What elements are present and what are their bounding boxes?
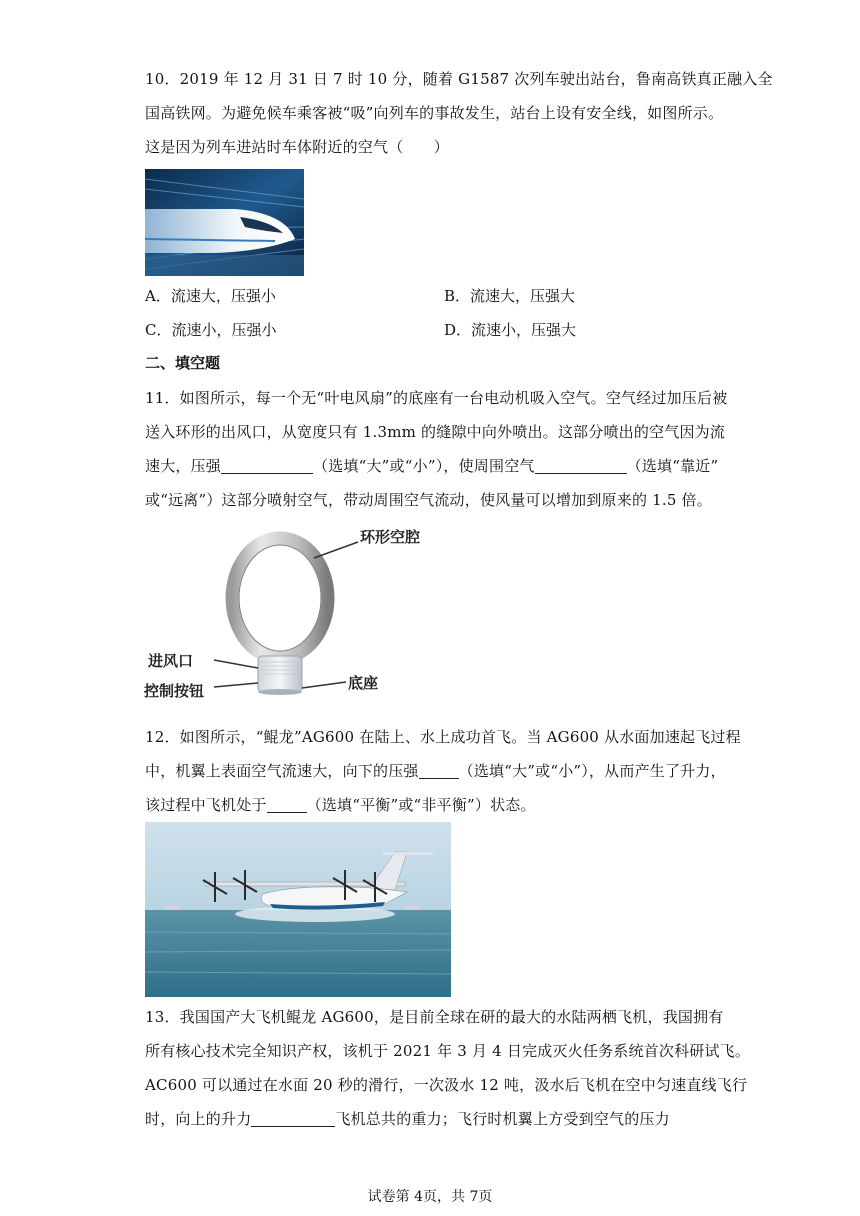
q10-line-1: 10．2019 年 12 月 31 日 7 时 10 分，随着 G1587 次列车驶出站台，鲁南高铁真正融入全	[145, 70, 773, 88]
q12-line-2	[145, 754, 725, 788]
label-air-inlet: 进风口	[148, 652, 194, 670]
q12-line-1: 12．如图所示，“鲲龙”AG600 在陆上、水上成功首飞。当 AG600 从水面加速起飞过程	[145, 728, 741, 746]
answer-blank-1[interactable]	[221, 455, 313, 474]
option-d: D．流速小，压强大	[444, 321, 577, 339]
answer-blank-4[interactable]	[267, 794, 307, 813]
label-ring-cavity: 环形空腔	[360, 528, 421, 546]
answer-blank-5[interactable]	[251, 1108, 335, 1127]
q13-line-1: 13．我国国产大飞机鲲龙 AG600，是目前全球在研的最大的水陆两栖飞机，我国拥有	[145, 1008, 724, 1026]
q11-line-2: 送入环形的出风口，从宽度只有 1.3mm 的缝隙中向外喷出。这部分喷出的空气因为流	[145, 423, 726, 441]
q11-line-3a: 速大，压强	[145, 457, 222, 475]
question-12	[145, 720, 741, 822]
question-13	[145, 1000, 751, 1136]
q13-line-4a: 时，向上的升力	[145, 1110, 252, 1128]
q12-line-3	[145, 788, 725, 822]
answer-blank-3[interactable]	[419, 760, 459, 779]
question-11	[145, 381, 728, 517]
q11-line-4: 或“远离”）这部分喷射空气，带动周围空气流动，使风量可以增加到原来的 1.5 倍。	[145, 491, 712, 509]
q11-line-3c: （选填“靠近”	[626, 457, 719, 475]
question-10	[145, 62, 773, 164]
q13-line-4b: 飞机总共的重力；飞行时机翼上方受到空气的压力	[335, 1110, 670, 1128]
q13-line-4	[145, 1102, 725, 1136]
section-title: 二、填空题	[145, 354, 221, 372]
label-base: 底座	[348, 674, 379, 692]
q11-line-3	[145, 449, 725, 483]
seaplane-photo	[145, 822, 451, 997]
option-a: A．流速大，压强小	[145, 287, 276, 305]
label-control-button: 控制按钮	[144, 682, 205, 700]
q12-line-3a: 该过程中飞机处于	[145, 796, 267, 814]
option-b: B．流速大，压强大	[444, 287, 576, 305]
q13-line-2: 所有核心技术完全知识产权，该机于 2021 年 3 月 4 日完成灭火任务系统首次科研试飞。	[145, 1042, 751, 1060]
q10-line-2: 国高铁网。为避免候车乘客被“吸”向列车的事故发生，站台上设有安全线，如图所示。	[145, 104, 724, 122]
q10-line-3: 这是因为列车进站时车体附近的空气（ ）	[145, 138, 450, 156]
q11-line-1: 11．如图所示，每一个无“叶电风扇”的底座有一台电动机吸入空气。空气经过加压后被	[145, 389, 728, 407]
answer-blank-2[interactable]	[535, 455, 627, 474]
page-footer: 试卷第 4页，共 7页	[367, 1189, 493, 1205]
q12-line-2b: （选填“大”或“小”），从而产生了升力，	[458, 762, 726, 780]
q12-line-3b: （选填“平衡”或“非平衡”）状态。	[306, 796, 536, 814]
bladeless-fan-figure	[142, 520, 452, 710]
q13-line-3: AC600 可以通过在水面 20 秒的滑行，一次汲水 12 吨，汲水后飞机在空中匀速直线飞行	[145, 1076, 748, 1094]
option-c: C．流速小，压强小	[145, 321, 277, 339]
train-photo	[145, 169, 304, 276]
q12-line-2a: 中，机翼上表面空气流速大，向下的压强	[145, 762, 419, 780]
q11-line-3b: （选填“大”或“小”），使周围空气	[313, 457, 535, 475]
